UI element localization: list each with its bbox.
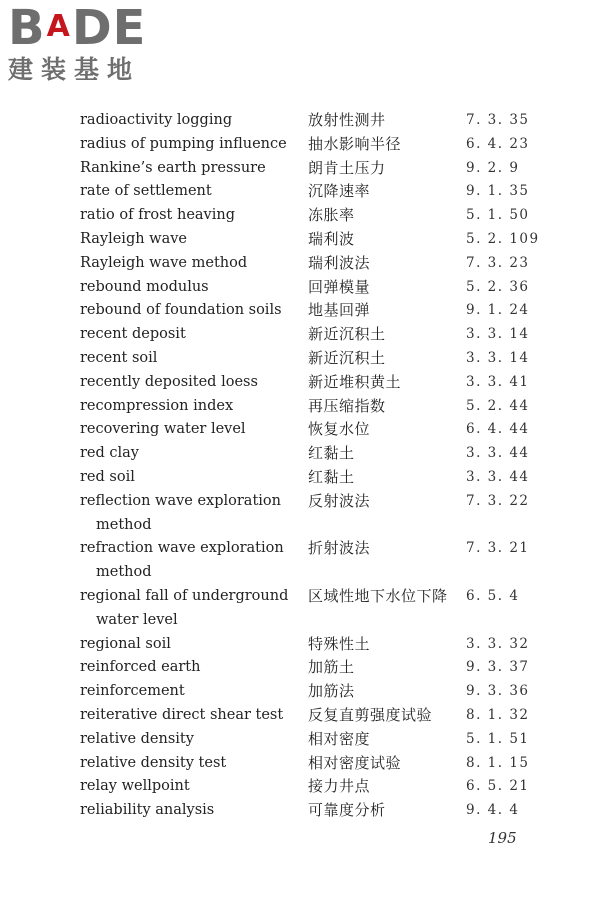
glossary-entry	[80, 204, 550, 228]
section-reference: 9. 3. 37	[466, 659, 530, 676]
english-term-line: recent soil	[80, 349, 158, 366]
english-term-line: reinforced earth	[80, 659, 201, 676]
glossary-entry	[80, 728, 550, 752]
chinese-term: 反射波法	[308, 491, 371, 510]
english-term	[80, 704, 308, 728]
english-term-line: Rayleigh wave	[80, 230, 188, 247]
english-term-line: ratio of frost heaving	[80, 207, 236, 224]
section-reference: 9. 2. 9	[466, 159, 520, 176]
english-term	[80, 490, 308, 538]
english-term	[80, 204, 308, 228]
logo-brand-accent-a: A	[46, 9, 71, 44]
chinese-term: 回弹模量	[308, 277, 371, 296]
english-term	[80, 299, 308, 323]
section-reference: 3. 3. 41	[466, 373, 530, 390]
english-term	[80, 752, 308, 776]
section-reference: 7. 3. 23	[466, 254, 530, 271]
section-reference: 5. 2. 44	[466, 397, 530, 414]
section-reference: 3. 3. 14	[466, 326, 530, 343]
chinese-term: 红黏土	[308, 444, 355, 463]
chinese-term: 冻胀率	[308, 206, 355, 225]
glossary-entry	[80, 347, 550, 371]
english-term	[80, 799, 308, 823]
chinese-term: 特殊性土	[308, 634, 371, 653]
english-term-line: red soil	[80, 468, 135, 485]
chinese-term: 瑞利波	[308, 229, 355, 248]
chinese-term: 区域性地下水位下降	[308, 586, 448, 605]
english-term-continuation: method	[96, 516, 152, 533]
english-term-line: refraction wave exploration	[80, 540, 284, 557]
english-term	[80, 395, 308, 419]
section-reference: 8. 1. 15	[466, 754, 530, 771]
chinese-term: 地基回弹	[308, 301, 371, 320]
english-term	[80, 728, 308, 752]
chinese-term: 抽水影响半径	[308, 134, 402, 153]
english-term-continuation: method	[96, 564, 152, 581]
chinese-term: 折射波法	[308, 539, 371, 558]
glossary-entry	[80, 157, 550, 181]
english-term	[80, 228, 308, 252]
english-term-continuation: water level	[96, 611, 178, 628]
section-reference: 5. 2. 36	[466, 278, 530, 295]
english-term-line: rebound of foundation soils	[80, 302, 282, 319]
section-reference: 3. 3. 32	[466, 635, 530, 652]
glossary-entry	[80, 466, 550, 490]
logo-brand	[8, 0, 178, 56]
glossary-entry	[80, 180, 550, 204]
glossary-entry	[80, 228, 550, 252]
glossary-entry	[80, 323, 550, 347]
glossary-entry	[80, 680, 550, 704]
section-reference: 5. 1. 50	[466, 207, 530, 224]
glossary-entry	[80, 799, 550, 823]
glossary-entry	[80, 585, 550, 633]
english-term-line: Rankine’s earth pressure	[80, 159, 266, 176]
chinese-term: 新近沉积土	[308, 325, 386, 344]
chinese-term: 恢复水位	[308, 420, 371, 439]
english-term-line: relative density	[80, 730, 194, 747]
chinese-term: 加筋土	[308, 658, 355, 677]
chinese-term: 相对密度试验	[308, 753, 402, 772]
section-reference: 6. 4. 44	[466, 421, 530, 438]
glossary-entry	[80, 656, 550, 680]
chinese-term: 放射性测井	[308, 111, 386, 129]
english-term	[80, 585, 308, 633]
english-term-line: rate of settlement	[80, 183, 212, 200]
glossary-entry	[80, 371, 550, 395]
chinese-term: 红黏土	[308, 467, 355, 486]
chinese-term: 加筋法	[308, 682, 355, 701]
english-term	[80, 371, 308, 395]
english-term-line: radioactivity logging	[80, 112, 233, 128]
section-reference: 9. 1. 35	[466, 183, 530, 200]
english-term-line: rebound modulus	[80, 278, 209, 295]
page-number: 195	[488, 829, 517, 847]
chinese-term: 接力井点	[308, 777, 371, 796]
glossary-entry	[80, 442, 550, 466]
english-term-line: radius of pumping influence	[80, 135, 287, 152]
english-term-line: recent deposit	[80, 326, 186, 343]
glossary-entry	[80, 537, 550, 585]
section-reference: 7. 3. 22	[466, 492, 530, 509]
glossary-entry	[80, 109, 550, 133]
section-reference: 5. 1. 51	[466, 730, 530, 747]
glossary-entry	[80, 276, 550, 300]
english-term	[80, 775, 308, 799]
english-term-line: relative density test	[80, 754, 227, 771]
english-term-line: relay wellpoint	[80, 778, 190, 795]
english-term	[80, 418, 308, 442]
chinese-term: 相对密度	[308, 729, 371, 748]
section-reference: 3. 3. 44	[466, 468, 530, 485]
site-logo	[8, 0, 178, 88]
english-term-line: recompression index	[80, 397, 234, 414]
english-term	[80, 180, 308, 204]
english-term-line: recovering water level	[80, 421, 246, 438]
section-reference: 7. 3. 35	[466, 112, 530, 128]
logo-subtitle: 建装基地	[8, 55, 141, 84]
section-reference: 9. 3. 36	[466, 683, 530, 700]
english-term-line: reiterative direct shear test	[80, 706, 284, 723]
glossary-entry	[80, 395, 550, 419]
glossary-entry	[80, 633, 550, 657]
english-term-line: Rayleigh wave method	[80, 254, 248, 271]
english-term	[80, 466, 308, 490]
chinese-term: 可靠度分析	[308, 801, 386, 820]
english-term-line: reflection wave exploration	[80, 492, 281, 509]
glossary-entry	[80, 704, 550, 728]
chinese-term: 再压缩指数	[308, 396, 386, 415]
chinese-term: 瑞利波法	[308, 253, 371, 272]
section-reference: 6. 5. 4	[466, 587, 520, 604]
english-term	[80, 323, 308, 347]
section-reference: 8. 1. 32	[466, 706, 530, 723]
english-term-line: red clay	[80, 445, 139, 462]
logo-brand-letters-de: DE	[71, 0, 147, 56]
english-term	[80, 109, 308, 133]
english-term	[80, 133, 308, 157]
chinese-term: 沉降速率	[308, 182, 371, 201]
english-term	[80, 157, 308, 181]
english-term	[80, 537, 308, 585]
glossary-entry-list	[80, 109, 550, 823]
section-reference: 5. 2. 109	[466, 230, 540, 247]
english-term	[80, 347, 308, 371]
chinese-term: 朗肯土压力	[308, 158, 386, 177]
section-reference: 6. 5. 21	[466, 778, 530, 795]
chinese-term: 新近沉积土	[308, 348, 386, 367]
chinese-term: 反复直剪强度试验	[308, 705, 433, 724]
english-term	[80, 680, 308, 704]
english-term	[80, 442, 308, 466]
glossary-entry	[80, 490, 550, 538]
glossary-entry	[80, 752, 550, 776]
section-reference: 6. 4. 23	[466, 135, 530, 152]
glossary-entry	[80, 133, 550, 157]
english-term	[80, 633, 308, 657]
english-term	[80, 276, 308, 300]
english-term-line: reinforcement	[80, 683, 185, 700]
english-term-line: regional soil	[80, 635, 171, 652]
section-reference: 3. 3. 14	[466, 349, 530, 366]
chinese-term: 新近堆积黄土	[308, 372, 402, 391]
english-term	[80, 656, 308, 680]
english-term-line: recently deposited loess	[80, 373, 258, 390]
section-reference: 9. 1. 24	[466, 302, 530, 319]
english-term-line: regional fall of underground	[80, 587, 289, 604]
glossary-entry	[80, 418, 550, 442]
english-term-line: reliability analysis	[80, 802, 215, 819]
logo-brand-letter-b: B	[8, 0, 46, 56]
section-reference: 7. 3. 21	[466, 540, 530, 557]
section-reference: 9. 4. 4	[466, 802, 520, 819]
section-reference: 3. 3. 44	[466, 445, 530, 462]
glossary-entry	[80, 252, 550, 276]
english-term	[80, 252, 308, 276]
glossary-entry	[80, 775, 550, 799]
glossary-entry	[80, 299, 550, 323]
